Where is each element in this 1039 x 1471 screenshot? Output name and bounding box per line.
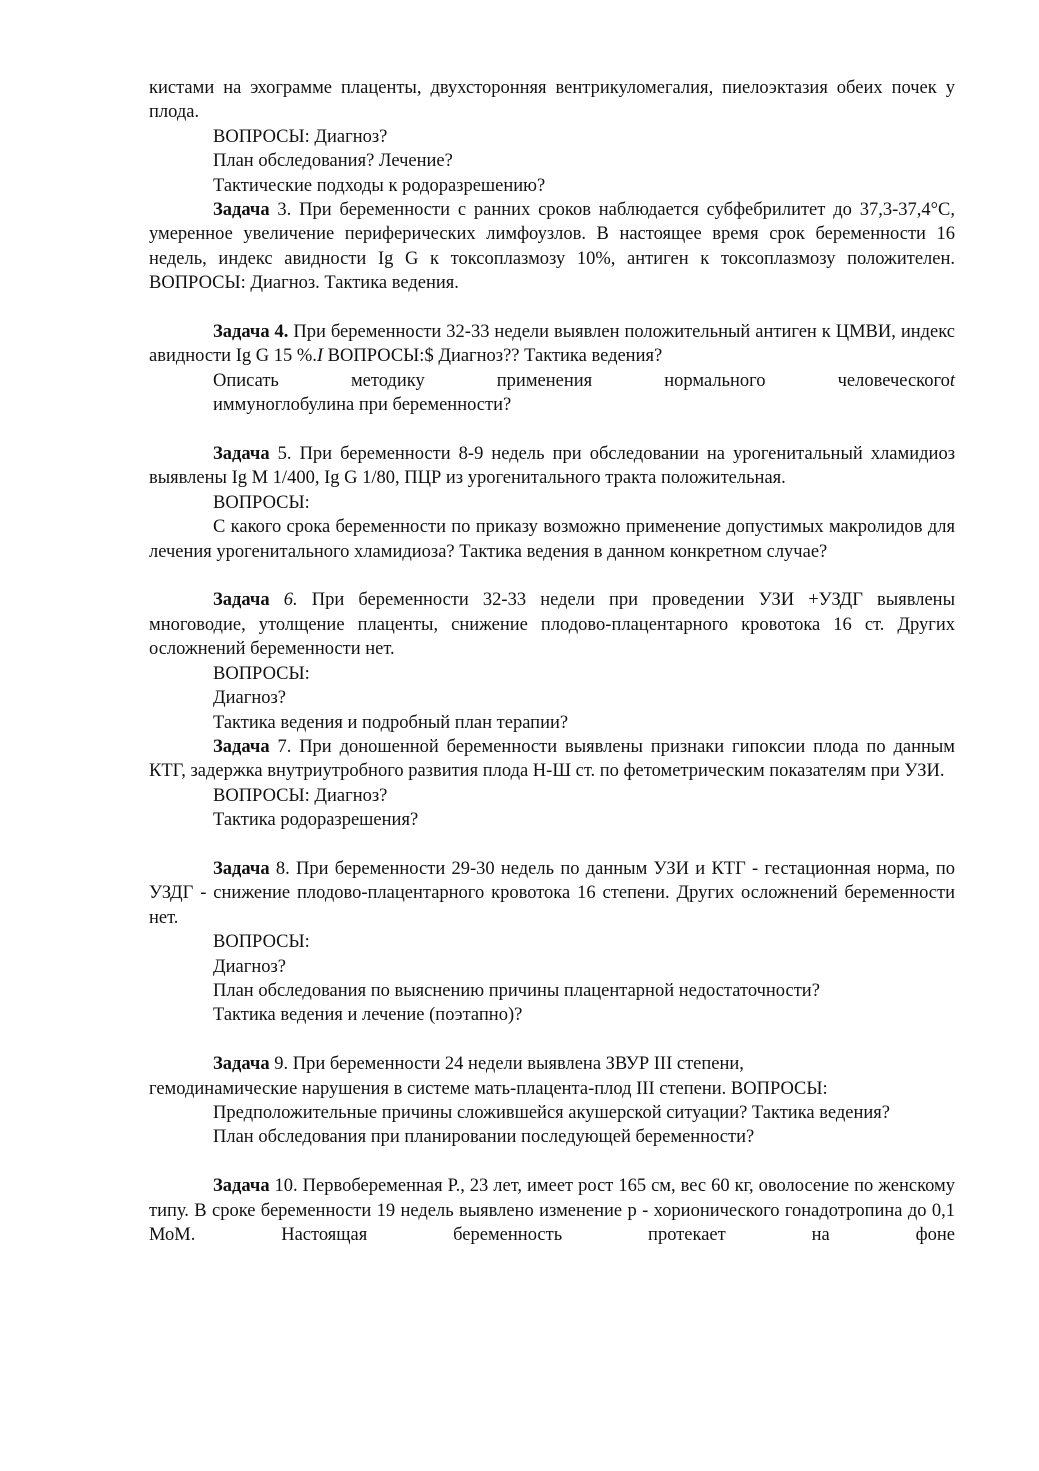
task-4-word-4: нормального <box>664 370 766 391</box>
task-10-text: Первобеременная Р., 23 лет, имеет рост 165 см, вес 60 кг, оволосение по женскому типу. В сроке беременности 19 недель выявлено изменение р - хорионического гонадотропина до 0,1 МоМ. Настоящая беременность протекает на фоне <box>149 1176 956 1245</box>
task-7-label: Задача <box>213 736 270 757</box>
task-5-label: Задача <box>213 444 270 465</box>
task-4-spread-line <box>149 369 955 393</box>
task-4-italic-mark: I <box>316 346 324 367</box>
task-9-text-1: При беременности 24 недели выявлена ЗВУР III степени, <box>288 1054 744 1075</box>
task-4-word-5-group <box>838 369 955 393</box>
task-7-question-2: Тактика родоразрешения? <box>213 810 419 831</box>
task-7-number: 7. <box>269 736 292 757</box>
task-7-paragraph <box>149 735 955 784</box>
task-5-question-text: С какого срока беременности по приказу возможно применение допустимых макролидов для лечения урогенитального хламидиоза? Тактика ведения в данном конкретном случае? <box>149 517 955 562</box>
spacer <box>149 833 955 857</box>
task-5-paragraph <box>149 442 955 491</box>
spacer <box>149 1028 955 1052</box>
task-6-question-1: ВОПРОСЫ: <box>213 663 310 684</box>
intro-question-1: ВОПРОСЫ: Диагноз? <box>213 126 388 147</box>
task-7-question-1: ВОПРОСЫ: Диагноз? <box>213 785 388 806</box>
intro-question-2: План обследования? Лечение? <box>213 151 453 172</box>
task-8-question-1: ВОПРОСЫ: <box>213 932 310 953</box>
task-3-label: Задача <box>213 200 270 221</box>
task-6-label: Задача <box>213 590 270 611</box>
task-3-text: При беременности с ранних сроков наблюдается субфебрилитет до 37,3-37,4°С, умеренное увеличение периферических лимфоузлов. В настоящее время срок беременности 16 недель, индекс авидности Ig G к токсоплазмозу 10%, антиген к токсоплазмозу положителен. ВОПРОСЫ: Диагноз. Тактика ведения. <box>149 200 955 294</box>
task-6-text: При беременности 32-33 недели при проведении УЗИ +УЗДГ выявлены многоводие, утолщение плаценты, снижение плодово-плацентарного кровотока 16 ст. Других осложнений беременности нет. <box>149 590 955 660</box>
spacer <box>149 1150 955 1174</box>
task-10-paragraph <box>149 1174 955 1247</box>
task-6-question-2: Диагноз? <box>213 688 286 709</box>
spacer <box>149 418 955 442</box>
task-3-number: 3. <box>269 200 292 221</box>
task-4-last-line: иммуноглобулина при беременности? <box>213 395 512 416</box>
task-4-word-5: человеческого <box>837 370 950 391</box>
task-4-text-2: ВОПРОСЫ:$ Диагноз?? Тактика ведения? <box>323 346 663 367</box>
task-6-question-3: Тактика ведения и подробный план терапии? <box>213 712 569 733</box>
task-4-word-2: методику <box>350 370 425 391</box>
task-9-question-1: Предположительные причины сложившейся акушерской ситуации? Тактика ведения? <box>213 1102 890 1123</box>
task-8-label: Задача <box>213 858 270 879</box>
task-3-paragraph <box>149 198 955 296</box>
task-5-questions-label: ВОПРОСЫ: <box>213 492 310 513</box>
task-8-number: 8. <box>269 858 290 879</box>
task-9-line-1 <box>149 1052 955 1076</box>
task-4-word-1: Описать <box>213 370 279 391</box>
spacer <box>149 564 955 588</box>
task-10-number: 10. <box>269 1176 298 1197</box>
spacer <box>149 296 955 320</box>
task-8-question-4: Тактика ведения и лечение (поэтапно)? <box>213 1005 523 1026</box>
task-9-line-2: гемодинамические нарушения в системе мать-плацента-плод III степени. ВОПРОСЫ: <box>149 1078 828 1099</box>
task-10-label: Задача <box>213 1176 270 1197</box>
task-5-text: При беременности 8-9 недель при обследовании на урогенитальный хламидиоз выявлены Ig М 1/400, Ig G 1/80, ПЦР из урогенитального тракта положительная. <box>149 444 955 489</box>
task-4-label: Задача 4. <box>213 322 289 343</box>
task-8-question-3: План обследования по выяснению причины плацентарной недостаточности? <box>213 980 820 1001</box>
task-6-paragraph <box>149 588 955 661</box>
task-8-paragraph <box>149 857 955 930</box>
task-9-question-2: План обследования при планировании последующей беременности? <box>213 1127 755 1148</box>
intro-question-3: Тактические подходы к родоразрешению? <box>213 175 546 196</box>
task-9-number: 9. <box>269 1054 289 1075</box>
task-6-number: 6. <box>269 590 298 611</box>
task-4-word-5-mark: t <box>949 370 955 391</box>
task-7-text: При доношенной беременности выявлены признаки гипоксии плода по данным КТГ, задержка внутриутробного развития плода Н-Ш ст. по фетометрическим показателям при УЗИ. <box>149 736 956 782</box>
task-8-question-2: Диагноз? <box>213 956 286 977</box>
task-4-word-3: применения <box>496 370 593 391</box>
task-5-number: 5. <box>269 444 292 465</box>
intro-paragraph: кистами на эхограмме плаценты, двухсторонняя вентрикуломегалия, пиелоэктазия обеих почек у плода. <box>149 78 955 123</box>
task-4-text: При беременности 32-33 недели выявлен положительный антиген к ЦМВИ, индекс авидности Ig G 15 %. <box>149 322 955 367</box>
task-9-label: Задача <box>213 1054 270 1075</box>
task-4-paragraph <box>149 320 955 369</box>
task-8-text: При беременности 29-30 недель по данным УЗИ и КТГ - гестационная норма, по УЗДГ - снижение плодово-плацентарного кровотока 16 степени. Других осложнений беременности нет. <box>149 858 955 928</box>
